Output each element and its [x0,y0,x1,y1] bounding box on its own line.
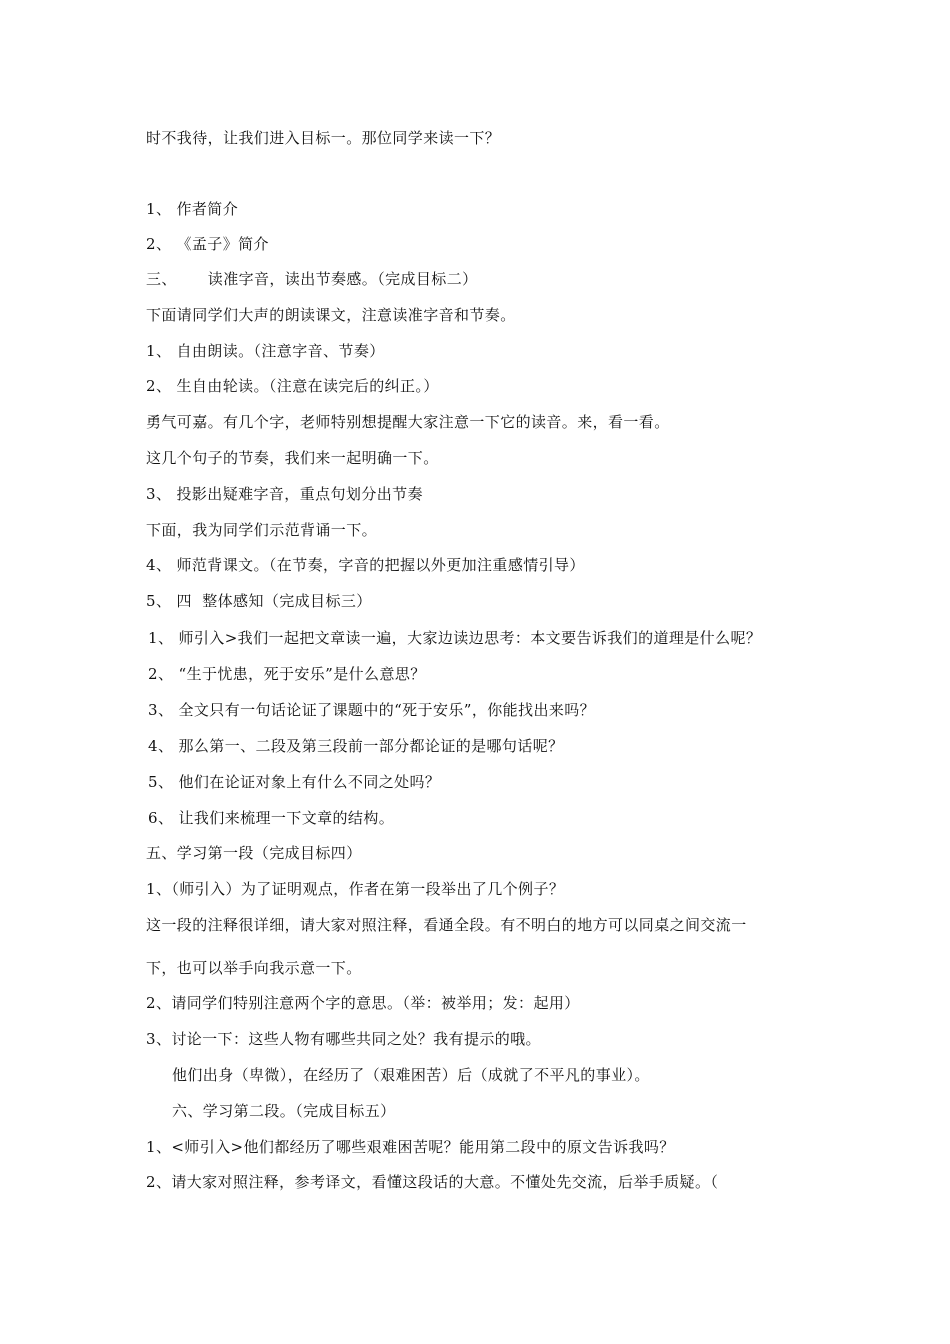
text-line: 1、<师引入>他们都经历了哪些艰难困苦呢？能用第二段中的原文告诉我吗？ [146,1138,675,1156]
text-line: 1、 师引入>我们一起把文章读一遍，大家边读边思考：本文要告诉我们的道理是什么呢？ [148,629,762,647]
text-line: 3、 全文只有一句话论证了课题中的“死于安乐”，你能找出来吗？ [148,701,596,719]
text-line: 五、学习第一段（完成目标四） [146,844,362,862]
text-line: 这一段的注释很详细，请大家对照注释，看通全段。有不明白的地方可以同桌之间交流一 [146,916,747,934]
text-line: 2、 “生于忧患，死于安乐”是什么意思？ [148,665,426,683]
text-line: 1、 作者简介 [146,200,239,218]
text-line: 勇气可嘉。有几个字，老师特别想提醒大家注意一下它的读音。来，看一看。 [146,413,670,431]
text-line: 4、 那么第一、二段及第三段前一部分都论证的是哪句话呢？ [148,737,564,755]
text-line: 1、（师引入）为了证明观点，作者在第一段举出了几个例子？ [146,880,565,898]
text-line: 2、 《孟子》简介 [146,235,269,253]
text-line: 下面请同学们大声的朗读课文，注意读准字音和节奏。 [146,306,516,324]
text-line: 5、 四 整体感知（完成目标三） [146,592,372,610]
text-line: 3、 投影出疑难字音，重点句划分出节奏 [146,485,423,503]
text-line: 2、请大家对照注释，参考译文，看懂这段话的大意。不懂处先交流，后举手质疑。（ [146,1173,719,1191]
text-line: 他们出身（卑微），在经历了（艰难困苦）后（成就了不平凡的事业）。 [172,1066,650,1084]
text-line: 三、 读准字音，读出节奏感。（完成目标二） [146,270,478,288]
text-line: 3、讨论一下：这些人物有哪些共同之处？我有提示的哦。 [146,1030,541,1048]
text-line: 下，也可以举手向我示意一下。 [146,959,362,977]
text-line: 6、 让我们来梳理一下文章的结构。 [148,809,395,827]
text-line: 4、 师范背课文。（在节奏，字音的把握以外更加注重感情引导） [146,556,585,574]
text-line: 2、 生自由轮读。（注意在读完后的纠正。） [146,377,439,395]
text-line: 下面，我为同学们示范背诵一下。 [146,521,378,539]
text-line: 这几个句子的节奏，我们来一起明确一下。 [146,449,439,467]
text-line: 2、请同学们特别注意两个字的意思。（举：被举用；发：起用） [146,994,580,1012]
text-line: 六、学习第二段。（完成目标五） [172,1102,396,1120]
text-line: 1、 自由朗读。（注意字音、节奏） [146,342,385,360]
text-line: 时不我待，让我们进入目标一。那位同学来读一下？ [146,129,501,147]
text-line: 5、 他们在论证对象上有什么不同之处吗？ [148,773,441,791]
